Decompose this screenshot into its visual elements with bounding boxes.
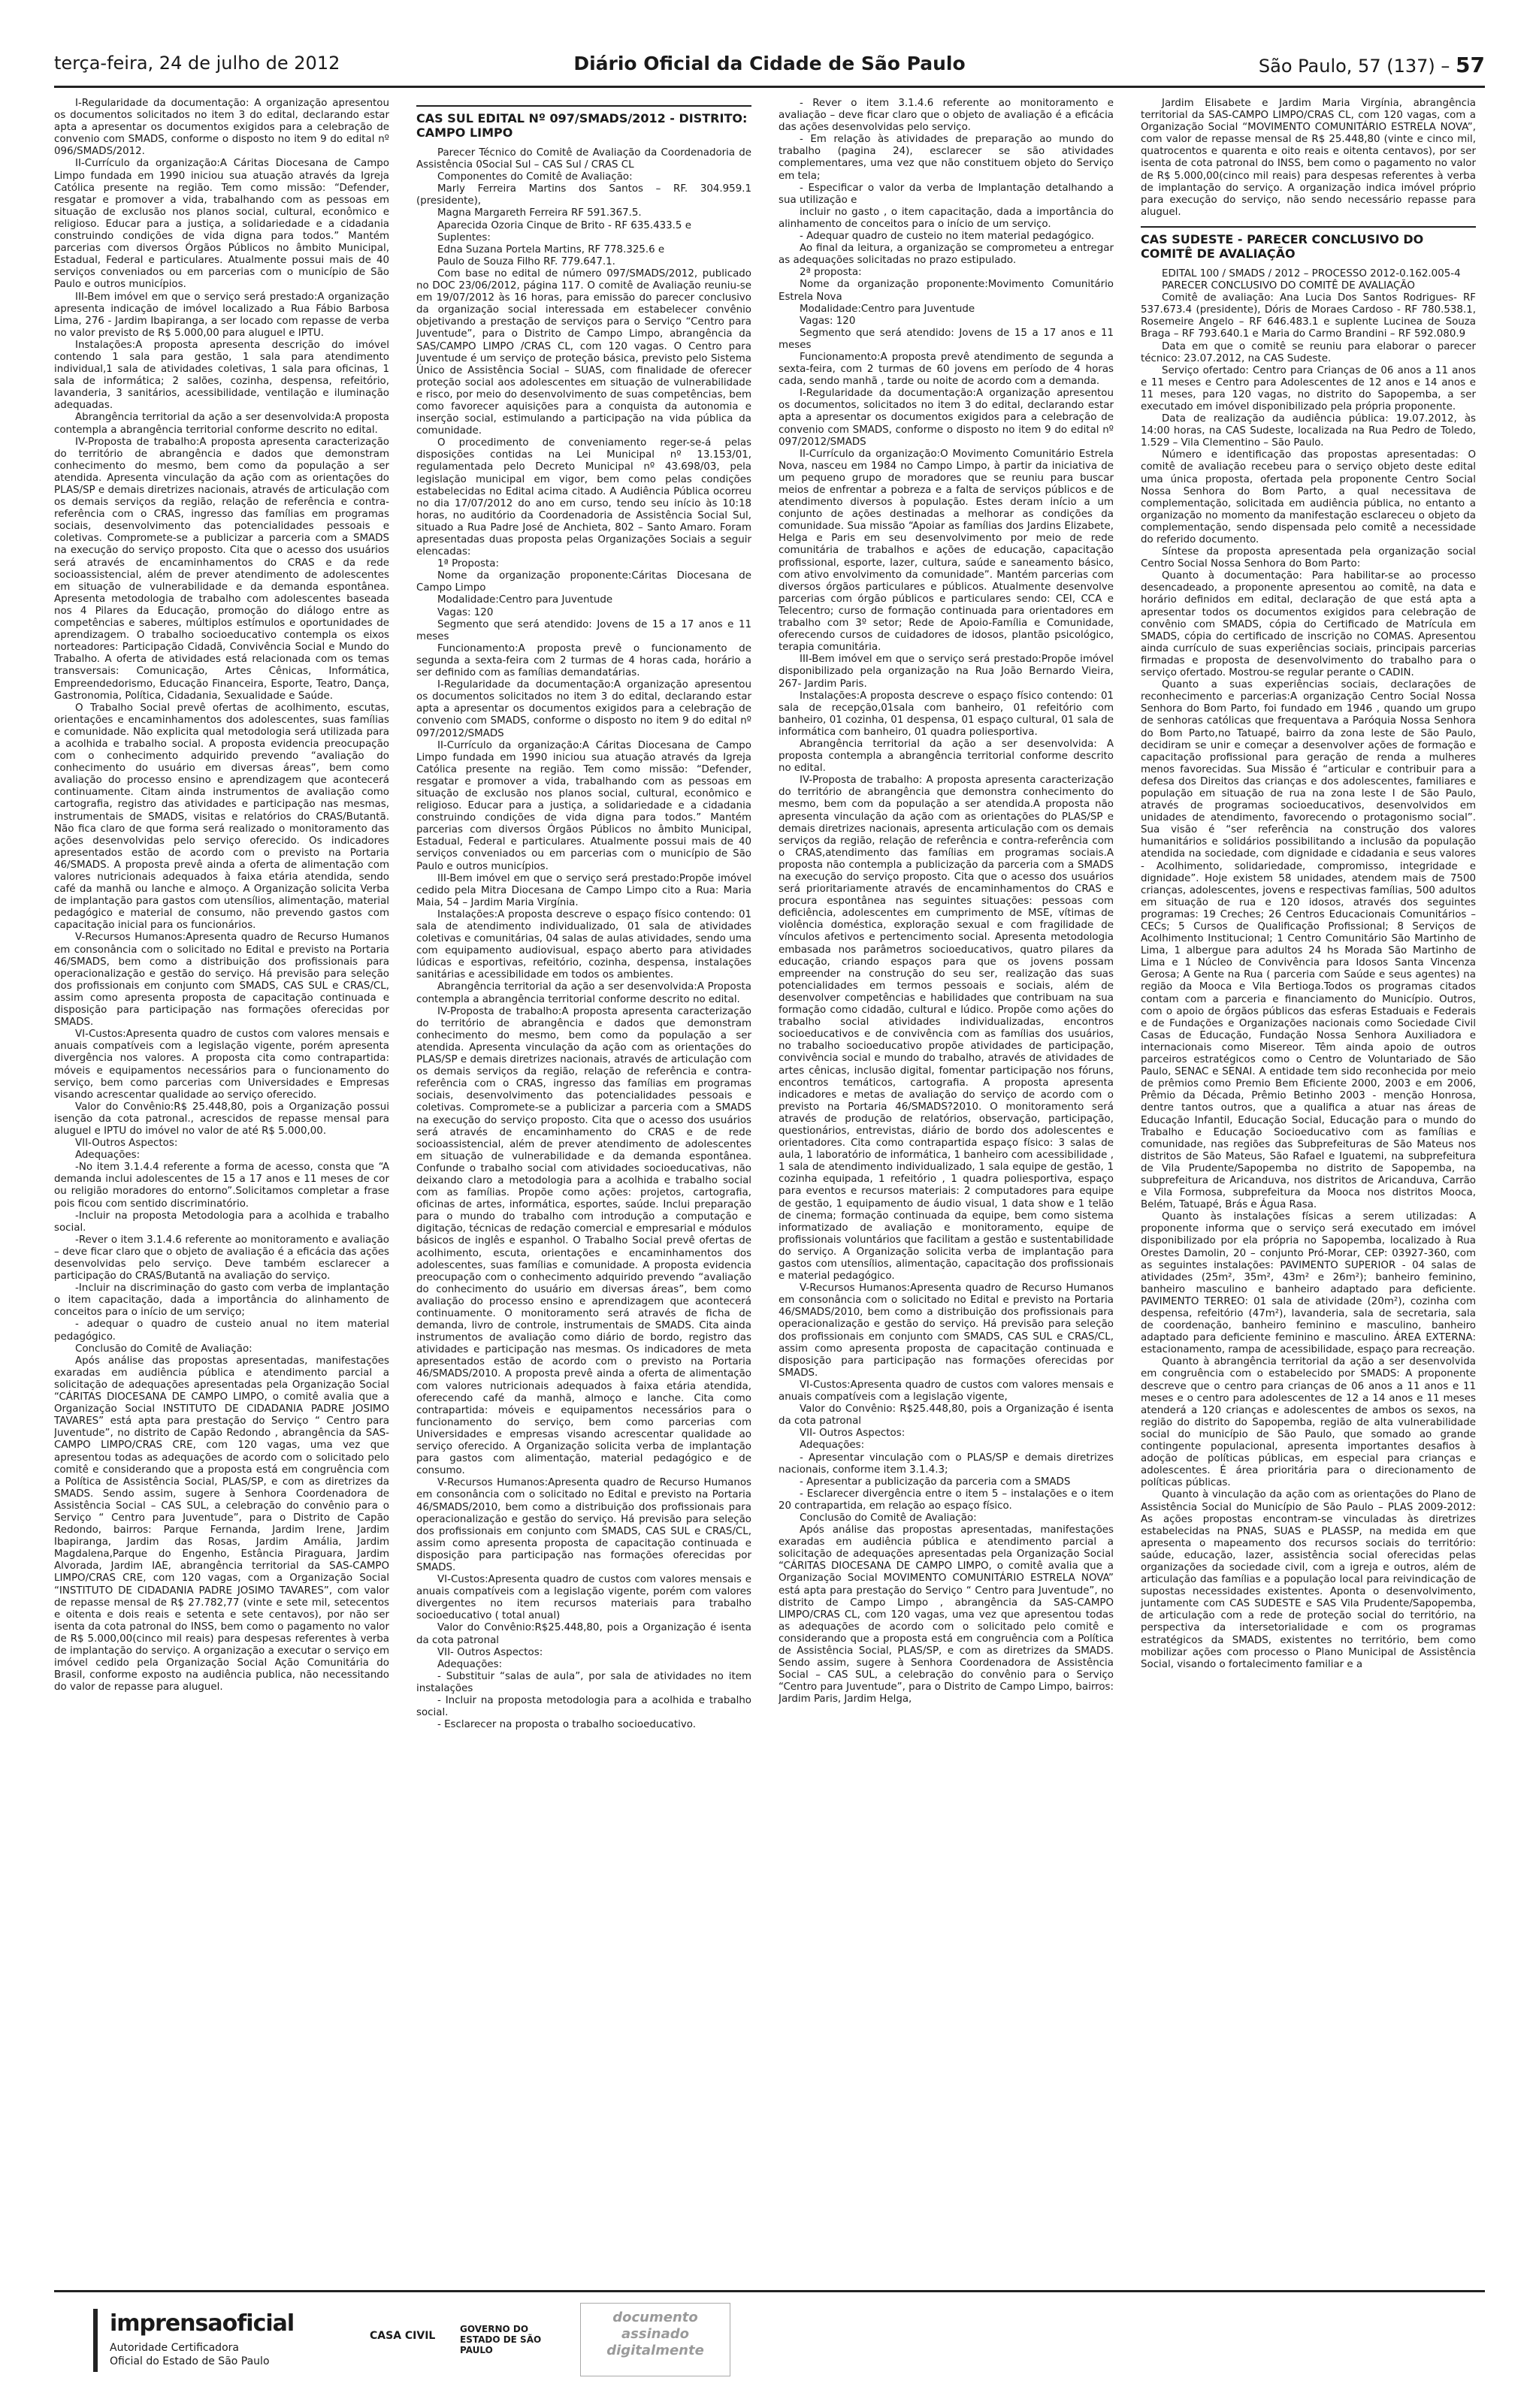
paragraph: Paulo de Souza Filho RF. 779.647.1. (437, 255, 615, 267)
paragraph: -Incluir na discriminação do gasto com verba de implantação o item capacitação, dada a importância do alinhamento de conceitos para o início de um serviço; (54, 1283, 389, 1319)
paragraph: III-Bem imóvel em que o serviço será prestado:Propõe imóvel disponibilizado pela organização na Rua João Bernardo Vieira, 267- Jardim Paris. (779, 654, 1114, 690)
paragraph: Adequações: (437, 1658, 503, 1670)
paragraph: Componentes do Comitê de Avaliação: (437, 171, 633, 183)
paragraph: O procedimento de conveniamento reger-se-á pelas disposições contidas na Lei Municipal nº 13.153/01, regulamentada pelo Decreto Municipal nº 43.698/03, pela legislação municipal em vigor, bem como pelas condições estabelecidas no Edital acima citado. A Audiência Pública ocorreu no dia 17/07/2012 do ano em curso, tendo seu início às 10:18 horas, no auditório da Coordenadoria de Assistência Social Sul, situado a Rua Padre José de Anchieta, 802 – Santo Amaro. Foram apresentadas duas proposta pelas Organizações Sociais a seguir elencadas: (416, 437, 751, 558)
paragraph: - Rever o item 3.1.4.6 referente ao monitoramento e avaliação – deve ficar claro que o objeto de avaliação é a eficácia das ações desenvolvidas pelo serviço. (779, 98, 1114, 134)
paragraph: Após análise das propostas apresentadas, manifestações exaradas em audiência pública e atendimento parcial a solicitação de adequações apresentadas pela Organização Social “CÁRITAS DIOCESANA DE CAMPO LIMPO, o comitê avalia que a Organização Social INSTITUTO DE CIDADANIA PADRE JOSIMO TAVARES” está apta para prestação do Serviço “ Centro para Juventude”, no distrito de Capão Redondo , abrangência da SAS-CAMPO LIMPO/CRAS CRE, com 120 vagas, uma vez que apresentou todas as adequações de acordo com o solicitado pelo comitê e considerando que a proposta está em congruência com a Política de Assistência Social, PLAS/SP, e com as diretrizes da SMADS. Sendo assim, sugere à Senhora Coordenadora de Assistência Social – CAS SUL, a celebração do convênio para o Serviço “ Centro para Juventude”, para o Distrito de Capão Redondo, bairros: Parque Fernanda, Jardim Irene, Jardim Ibapiranga, Jardim das Rosas, Jardim Amália, Jardim Magdalena,Parque do Engenho, Estância Piraguara, Jardim Alvorada, Jardim IAE, abrangência territorial da SAS-CAMPO LIMPO/CRAS CRE, com 120 vagas, com a Organização Social “INSTITUTO DE CIDADANIA PADRE JOSIMO TAVARES”, com valor de repasse mensal de R$ 27.782,77 (vinte e sete mil, setecentos e oitenta e dois reais e setenta e sete centavos), por não ser isenta da cota patronal do INSS, bem como o pagamento no valor de R$ 5.000,00(cinco mil reais) para despesas referentes à verba de implantação do serviço. A organização a executar o serviço em imóvel cedido pela Organização Social Ação Comunitária do Brasil, conforme exposto na audiência publica, não necessitando do valor de repasse para aluguel. (54, 1355, 389, 1693)
paragraph: - Apresentar a publicização da parceria com a SMADS (800, 1476, 1071, 1488)
paragraph: - Adequar quadro de custeio no item material pedagógico. (800, 231, 1095, 243)
paragraph: II-Currículo da organização:O Movimento Comunitário Estrela Nova, nasceu em 1984 no Campo Limpo, à partir da iniciativa de um pequeno grupo de moradores que se reuniu para buscar meios de enfrentar a pobreza e a falta de serviços públicos e de atendimento diversos à população. Estes deram início a um conjunto de ações destinadas a melhorar as condições da comunidade. Sua missão “Apoiar as famílias dos Jardins Elizabete, Helga e Paris em seu desenvolvimento por meio de rede comunitária de trabalhos e ações de educação, capacitação profissional, esporte, lazer, cultura, saúde e saneamento básico, com ativo envolvimento da comunidade”. Mantém parcerias com diversos órgãos particulares e públicos. Atualmente desenvolve parcerias com órgão públicos e particulares sendo: CEI, CCA e Telecentro; curso de formação continuada para orientadores em trabalho com 3º setor; Rede de Apoio-Família e Comunidade, oferecendo cursos de cuidadores de idosos, plantão psicológico, terapia comunitária. (779, 448, 1114, 654)
paragraph: I-Regularidade da documentação: A organização apresentou os documentos solicitados no item 3 do edital, declarando estar apta a apresentar os documentos exigidos para a celebração de convenio com SMADS, conforme o disposto no item 9 do edital nº 096/SMADS/2012. (54, 98, 389, 158)
paragraph: Abrangência territorial da ação a ser desenvolvida:A Proposta contempla a abrangência territorial conforme descrito no edital. (416, 981, 751, 1005)
paragraph: Suplentes: (437, 231, 491, 243)
paragraph: Nome da organização proponente:Movimento Comunitário Estrela Nova (779, 279, 1114, 303)
paragraph: Instalações:A proposta apresenta descrição do imóvel contendo 1 sala para gestão, 1 sala para atendimento individual,1 sala de atividades coletivas, 1 sala para oficinas, 1 sala de informática; 2 salões, cozinha, despensa, refeitório, lavanderia, 3 sanitários, acessibilidade, ventilação e iluminação adequadas. (54, 339, 389, 412)
paragraph: Síntese da proposta apresentada pela organização social Centro Social Nossa Senhora do Bom Parto: (1141, 546, 1476, 570)
paragraph: O Trabalho Social prevê ofertas de acolhimento, escutas, orientações e encaminhamentos dos adolescentes, suas famílias e comunidade. Não explicita qual metodologia será utilizada para a acolhida e trabalho social. A proposta evidencia preocupação com o conhecimento adquirido prevendo “avaliação do conhecimento do usuário em diversas áreas”, bem como avaliação do processo ensino e aprendizagem que acontecerá continuamente. Citam ainda instrumentos de avaliação como cartografia, registro das atividades e participação nas mesmas, instrumentais de SMADS, visitas e relatórios do CRAS/Butantã. Não fica claro de que forma será realizado o monitoramento das ações desenvolvidas pelo serviço oferecido. Os indicadores apresentados estão de acordo com o previsto na Portaria 46/SMADS. A proposta prevê ainda a oferta de alimentação com valores nutricionais adequados à faixa etária atendida, sendo café da manhã ou lanche e almoço. A Organização solicita Verba de implantação para gastos com utensílios, alimentação, material pedagógico e material de consumo, não prevendo gastos com capacitação inicial para os funcionários. (54, 702, 389, 932)
paragraph: Após análise das propostas apresentadas, manifestações exaradas em audiência pública e atendimento parcial a solicitação de adequações apresentadas pela Organização Social “CÁRITAS DIOCESANA DE CAMPO LIMPO, o comitê avalia que a Organização Social MOVIMENTO COMUNITÁRIO ESTRELA NOVA” está apta para prestação do Serviço “ Centro para Juventude”, no distrito de Campo Limpo , abrangência da SAS-CAMPO LIMPO/CRAS CL, com 120 vagas, uma vez que apresentou todas as adequações de acordo com o solicitado pelo comitê e considerando que a proposta está em congruência com a Política de Assistência Social, PLAS/SP, e com as diretrizes da SMADS. Sendo assim, sugere à Senhora Coordenadora de Assistência Social – CAS SUL, a celebração do convênio para o Serviço “Centro para Juventude”, para o Distrito de Campo Limpo, bairros: Jardim Paris, Jardim Helga, (779, 1524, 1114, 1706)
paragraph: Marly Ferreira Martins dos Santos – RF. 304.959.1 (presidente), (416, 183, 751, 207)
paragraph: PARECER CONCLUSIVO DO COMITÊ DE AVALIAÇÃO (1162, 280, 1415, 292)
section-heading: CAS SUL EDITAL Nº 097/SMADS/2012 - DISTRITO: CAMPO LIMPO (416, 111, 748, 140)
paragraph: - Apresentar vinculação com o PLAS/SP e demais diretrizes nacionais, conforme item 3.1.4.3; (779, 1452, 1114, 1476)
paragraph: VI-Custos:Apresenta quadro de custos com valores mensais e anuais compatíveis com a legislação vigente, porém apresenta divergência nos valores. A proposta cita como contrapartida: móveis e equipamentos necessários para o funcionamento do serviço, bem como parcerias com Universidades e Empresas visando acrescentar qualidade ao serviço oferecido. (54, 1029, 389, 1101)
column-4 (1141, 98, 1476, 2280)
paragraph: Conclusão do Comitê de Avaliação: (75, 1343, 252, 1355)
paragraph: Data em que o comitê se reuniu para elaborar o parecer técnico: 23.07.2012, na CAS Sudeste. (1141, 340, 1476, 364)
paragraph: - Substituir “salas de aula”, por sala de atividades no item instalações (416, 1670, 751, 1694)
paragraph: Quanto à documentação: Para habilitar-se ao processo desencadeado, a proponente apresentou ao comitê, na data e horário definidos em edital, declaração de que está apta a apresentar todos os documentos exigidos para celebração de convênio com SMADS, cópia do Certificado de Matrícula em SMADS, cópia do certificado de inscrição no COMAS. Apresentou ainda currículo de suas experiências sociais, principais parcerias firmadas e proposta de desenvolvimento do trabalho para o serviço ofertado. Mostrou-se regular perante o CADIN. (1141, 570, 1476, 679)
paragraph: Modalidade:Centro para Juventude (800, 303, 975, 315)
digital-signature-stamp: documento assinado digitalmente (580, 2303, 730, 2376)
paragraph: Funcionamento:A proposta prevê o funcionamento de segunda a sexta-feira com 2 turmas de 4 horas cada, horário a ser definido com as famílias demandatárias. (416, 642, 751, 679)
paragraph: I-Regularidade da documentação:A organização apresentou os documentos solicitados no item 3 do edital, declarando estar apta a apresentar os documentos exigidos para a celebração de convenio com SMADS, conforme o disposto no item 9 do edital nº 097/2012/SMADS (416, 679, 751, 739)
paragraph: V-Recursos Humanos:Apresenta quadro de Recurso Humanos em consonância com o solicitado no Edital e previsto na Portaria 46/SMADS/2010, bem como a distribuição dos profissionais para operacionalização e gestão do serviço. Há previsão para seleção dos profissionais em conjunto com SMADS, CAS SUL e CRAS/CL, assim como apresenta proposta de capacitação continuada e disposição para participação nas formações oferecidas por SMADS. (779, 1283, 1114, 1379)
paragraph: Quanto à abrangência territorial da ação a ser desenvolvida em congruência com o estabelecido por SMADS: A proponente descreve que o centro para crianças de 06 anos a 11 anos e 11 meses e o centro para adolescentes de 12 a 14 anos e 11 meses atenderá a 120 crianças e adolescentes de ambos os sexos, na região do distrito do Sapopemba, região de alta vulnerabilidade social do município de São Paulo, que somado ao grande contingente populacional, apresenta importantes desafios à adoção de políticas públicas, em especial para crianças e adolescentes. É área prioritária para o direcionamento de políticas públicas. (1141, 1356, 1476, 1489)
paragraph: Adequações: (75, 1150, 141, 1162)
paragraph: -Rever o item 3.1.4.6 referente ao monitoramento e avaliação – deve ficar claro que o objeto de avaliação é a eficácia das ações desenvolvidas pelo serviço. Deve também esclarecer a participação do CRAS/Butantã na avaliação do serviço. (54, 1234, 389, 1283)
paragraph: - Em relação às atividades de preparação ao mundo do trabalho (pagina 24), esclarecer se são atividades complementares, uma vez que não constituem objeto do Serviço em tela; (779, 134, 1114, 182)
paragraph: Magna Margareth Ferreira RF 591.367.5. (437, 207, 642, 219)
column-1 (54, 98, 389, 2280)
paragraph: Valor do Convênio: R$25.448,80, pois a Organização é isenta da cota patronal (779, 1403, 1114, 1428)
casa-civil-label: CASA CIVIL (370, 2330, 436, 2342)
paragraph: -Incluir na proposta Metodologia para a acolhida e trabalho social. (54, 1210, 389, 1234)
paragraph: II-Currículo da organização:A Cáritas Diocesana de Campo Limpo fundada em 1990 iniciou sua atuação através da Igreja Católica presente na região. Tem como missão: “Defender, resgatar e promover a vida, trabalhando com as pessoas em situação de exclusão nos planos social, cultural, econômico e religioso. Educar para a justiça, a solidariedade e a cidadania construindo condições de vida digna para todos.” Mantém parcerias com diversos Órgãos Públicos no âmbito Municipal, Estadual, Federal e particulares. Atualmente possui mais de 40 serviços conveniados ou em parcerias com o município de São Paulo e outros municípios. (416, 739, 751, 872)
paragraph: Funcionamento:A proposta prevê atendimento de segunda a sexta-feira, com 2 turmas de 60 jovens em período de 4 horas cada, sendo manhã , tarde ou noite de acordo com a demanda. (779, 351, 1114, 388)
paragraph: Segmento que será atendido: Jovens de 15 a 17 anos e 11 meses (416, 618, 751, 642)
paragraph: Vagas: 120 (800, 315, 856, 327)
paragraph: Edna Suzana Portela Martins, RF 778.325.6 e (437, 243, 665, 255)
governo-label: GOVERNO DO ESTADO DE SÃO PAULO (460, 2324, 542, 2355)
brand-subtitle-1: Autoridade Certificadora (110, 2342, 239, 2354)
paragraph: II-Currículo da organização:A Cáritas Diocesana de Campo Limpo fundada em 1990 iniciou sua atuação através da Igreja Católica presente na região. Tem como missão: “Defender, resgatar e promover a vida, trabalhando com as pessoas em situação de exclusão nos planos social, cultural, econômico e religioso. Educar para a justiça, a solidariedade e a cidadania construindo condições de vida digna para todos.” Mantém parcerias com diversos Órgãos Públicos no âmbito Municipal, Estadual, Federal e particulares. Atualmente possui mais de 40 serviços conveniados ou em parcerias com o município de São Paulo e outros municípios. (54, 158, 389, 291)
paragraph: Quanto a suas experiências sociais, declarações de reconhecimento e parcerias:A organização Centro Social Nossa Senhora do Bom Parto, foi fundado em 1946 , quando um grupo de senhoras católicas que frequentava a Paróquia Nossa Senhora do Bom Parto,no Tatuapé, bairro da zona leste de São Paulo, decidiram se unir e começar a desenvolver ações de formação e capacitação profissional para geração de renda a mulheres menos favorecidas. Sua Missão é “articular e contribuir para a defesa dos Direitos das crianças e dos adolescentes, familiares e população em situação de rua na zona leste I de São Paulo, através de programas socioeducativos, desenvolvidos em unidades de atendimento, favorecendo o protagonismo social”. Sua visão é “ser referência na construção dos valores humanitários e solidários possibilitando a inclusão da população atendida na sociedade, com dignidade e cidadania e seus valores - Acolhimento, solidariedade, compromisso, integridade e dignidade”. Hoje existem 58 unidades, atendem mais de 7500 crianças, adolescentes, jovens e respectivas famílias, 500 adultos em situação de rua e 120 idosos, através dos seguintes programas: 19 Creches; 26 Centros Educacionais Comunitários – CECs; 5 Cursos de Qualificação Profissional; 8 Serviços de Acolhimento Institucional; 1 Centro Comunitário São Martinho de Lima, 1 albergue para adultos 24 hs Morada São Martinho de Lima e 1 Núcleo de Convivência para Idosos Santa Vincenza Gerosa; A Gente na Rua ( parceria com Saúde e seus agentes) na região da Mooca e Vila Bertioga.Todos os programas citados contam com a parceria e financiamento do Município. Outros, com o apoio de órgãos públicos das esferas Estaduais e Federais e de Fundações e Organizações nacionais como Sociedade Civil Casas de Educação, Fundação Nossa Senhora Auxiliadora e internacionais como Misereor. Têm ainda apoio de outros parceiros estratégicos como o Centro de Voluntariado de São Paulo, SENAC e SENAI. A entidade tem sido reconhecida por meio de prêmios como Premio Bem Eficiente 2000, 2003 e em 2006, Prêmio da Década, Prêmio Betinho 2003 - menção Honrosa, dentre tantos outros, que a qualifica a atuar nas áreas de Educação Infantil, Educação Social, Educação para o mundo do Trabalho e Educação Socioeducativo com as famílias e comunidade, nas regiões das Subprefeituras de São Mateus nos distritos de São Mateus, São Rafael e Iguatemi, na subprefeitura de Vila Prudente/Sapopemba no distrito de Sapopemba, na subprefeitura de Aricanduva, nos distritos de Aricanduva, Carrão e Vila Formosa, subprefeitura da Mooca nos distritos Mooca, Belém, Tatuapé, Brás e Água Rasa. (1141, 679, 1476, 1211)
section-heading: CAS SUDESTE - PARECER CONCLUSIVO DO COMITÊ DE AVALIAÇÃO (1141, 231, 1424, 261)
paragraph: 2ª proposta: (800, 267, 862, 279)
paragraph: IV-Proposta de trabalho: A proposta apresenta caracterização do território de abrangência que demonstra conhecimento do mesmo, bem com da população a ser atendida.A proposta não apresenta vinculação da ação com as orientações do PLAS/SP e demais diretrizes nacionais, apresenta articulação com os demais serviços da região, relação de referência e contra-referência com o CRAS,atendimento das famílias em programas sociais.A proposta não contempla a publicização da parceria com a SMADS na execução do serviço proposto. Cita que o acesso dos usuários será prioritariamente através de encaminhamentos do CRAS e procura espontânea nas seguintes situações: pessoas com deficiência, adolescentes em cumprimento de MSE, vítimas de violência doméstica, exploração sexual e com fragilidade de vínculos afetivos e pertencimento social. Apresenta metodologia embasada nos parâmetros socioeducativos, quatro pilares da educação, criando espaços para que os jovens possam empreender na construção do seu ser, realização das suas potencialidades em termos pessoais e sociais, além de desenvolver competências e habilidades que contribuam na sua formação como cidadão, cultural e lúdico. Propõe como ações do trabalho social atividades individualizadas, encontros socioeducativos e de convivência com as famílias dos usuários, no trabalho socioeducativo propõe atividades de participação, convivência social e mundo do trabalho, através de atividades de artes cênicas, inclusão digital, fomentar participação nos fóruns, encontros temáticos, cartografia. A proposta apresenta indicadores e metas de avaliação do serviço de acordo com o previsto na Portaria 46/SMADS?2010. O monitoramento será através de produção de relatórios, observação, participação, questionários, entrevistas, diário de bordo dos adolescentes e orientadores. Cita como contrapartida espaço físico: 3 salas de aula, 1 laboratório de informática, 1 banheiro com acessibilidade , 1 sala de atendimento individualizado, 1 sala equipe de gestão, 1 cozinha equipada, 1 refeitório , 1 quadra poliesportiva, espaço para eventos e recursos materiais: 2 computadores para equipe de gestão, 1 equipamento de áudio visual, 1 data show e 1 telão de cinema; formação continuada da equipe, bem como sistema informatizado de avaliação e monitoramento, equipe de profissionais voluntários que facilitam a gestão e sustentabilidade do serviço. A Organização solicita verba de implantação para gastos com utensílios, alimentação, capacitação dos profissionais e material pedagógico. (779, 775, 1114, 1283)
paragraph: IV-Proposta de trabalho:A proposta apresenta caracterização do território de abrangência e dados que demonstram conhecimento do mesmo, bem como da população a ser atendida. Apresenta vinculação da ação com as orientações do PLAS/SP e demais diretrizes nacionais, através de articulação com os demais serviços da região, relação de referência e contra-referência com o CRAS, ingresso das famílias em programas sociais, desenvolvimento das potencialidades pessoais e coletivas. Compromete-se a publicizar a parceria com a SMADS na execução do serviço proposto. Cita que o acesso dos usuários será através de encaminhamentos do CRAS e da rede socioassistencial, além de prever atendimento de adolescentes em situação de vulnerabilidade e da demanda espontânea. Apresenta metodologia de trabalho com adolescentes baseada nos 4 Pilares da Educação, promoção do diálogo entre as competências e saberes, múltiplos estímulos e oportunidades de aprendizagem. O trabalho socioeducativo contempla os eixos norteadores: Participação Cidadã, Convivência Social e Mundo do Trabalho. A oferta de atividades está relacionada com os temas transversais: Comunicação, Artes Cênicas, Informática, Empreendedorismo, Educação Financeira, Esporte, Teatro, Dança, Gastronomia, Política, Cidadania, Sexualidade e Saúde. (54, 436, 389, 702)
paragraph: III-Bem imóvel em que o serviço será prestado:A organização apresenta indicação de imóvel localizado a Rua Fábio Barbosa Lima, 276 - Jardim Ibapiranga, a ser locado com repasse de verba no valor previsto de R$ 5.000,00 para aluguel e IPTU. (54, 291, 389, 339)
paragraph: Abrangência territorial da ação a ser desenvolvida: A proposta contempla a abrangência territorial conforme descrito no edital. (779, 738, 1114, 775)
article-columns (54, 98, 1485, 2280)
paragraph: Com base no edital de número 097/SMADS/2012, publicado no DOC 23/06/2012, página 117. O comitê de Avaliação reuniu-se em 19/07/2012 às 16 horas, para emissão do parecer conclusivo da organização social interessada em estabelecer convênio objetivando a prestação de serviços para o Serviço “Centro para Juventude”, para o Distrito de Campo Limpo, abrangência da SAS/CAMPO LIMPO /CRAS CL, com 120 vagas. O Centro para Juventude é um serviço de proteção básica, previsto pelo Sistema Único de Assistência Social – SUAS, com finalidade de oferecer proteção social aos adolescentes em situação de vulnerabilidade e risco, por meio do desenvolvimento de suas competências, bem como favorecer aquisições para a conquista da autonomia e inserção social, estimulando a participação na vida pública da comunidade. (416, 267, 751, 437)
page-header (54, 53, 1485, 88)
paragraph: Valor do Convênio:R$25.448,80, pois a Organização é isenta da cota patronal (416, 1622, 751, 1646)
section-rule (1141, 226, 1476, 228)
imprensa-oficial-logo (93, 2309, 323, 2372)
paragraph: Aparecida Ozoria Cinque de Brito - RF 635.433.5 e (437, 219, 691, 231)
paragraph: 1ª Proposta: (437, 558, 499, 570)
paragraph: Instalações:A proposta descreve o espaço físico contendo: 01 sala de recepção,01sala com banheiro, 01 refeitório com banheiro, 01 cozinha, 01 despensa, 01 espaço cultural, 01 sala de informática com banheiro, 01 quadra poliesportiva. (779, 690, 1114, 738)
paragraph: VI-Custos:Apresenta quadro de custos com valores mensais e anuais compatíveis com a legislação vigente, (779, 1379, 1114, 1403)
paragraph: Valor do Convênio:R$ 25.448,80, pois a Organização possui isenção da cota patronal., acrescidos de repasse mensal para aluguel e IPTU do imóvel no valor de até R$ 5.000,00. (54, 1101, 389, 1137)
paragraph: Conclusão do Comitê de Avaliação: (800, 1512, 977, 1524)
section-rule (416, 105, 751, 107)
paragraph: incluir no gasto , o item capacitação, dada a importância do alinhamento de conceitos para o início de um serviço. (779, 206, 1114, 230)
header-title: Diário Oficial da Cidade de São Paulo (573, 53, 966, 74)
paragraph: Nome da organização proponente:Cáritas Diocesana de Campo Limpo (416, 570, 751, 594)
paragraph: -No item 3.1.4.4 referente a forma de acesso, consta que “A demanda inclui adolescentes de 15 a 17 anos e 11 meses de cor ou religião moradores do entorno”.Solicitamos completar a frase pois ficou com sentido discriminatório. (54, 1162, 389, 1210)
page-footer (54, 2290, 1485, 2390)
paragraph: Quanto às instalações físicas a serem utilizadas: A proponente informa que o serviço será executado em imóvel disponibilizado por ela própria no Sapopemba, localizado à Rua Orestes Damolin, 20 – conjunto Pró-Morar, CEP: 03927-360, com as seguintes instalações: PAVIMENTO SUPERIOR - 04 salas de atividades (25m², 35m², 43m² e 26m²); banheiro feminino, banheiro masculino e banheiro adaptado para deficiente. PAVIMENTO TERREO: 01 sala de atividade (20m²), cozinha com despensa, refeitório (47m²), lavanderia, sala de secretaria, sala de coordenação, banheiro feminino e masculino, banheiro adaptado para deficiente feminino e masculino. ÁREA EXTERNA: estacionamento, rampa de acessibilidade, espaço para recreação. (1141, 1211, 1476, 1356)
paragraph: IV-Proposta de trabalho:A proposta apresenta caracterização do território de abrangência e dados que demonstram conhecimento do mesmo, bem como da população a ser atendida. Apresenta vinculação da ação com as orientações do PLAS/SP e demais diretrizes nacionais, através de articulação com os demais serviços da região, relação de referência e contra-referência com o CRAS, ingresso das famílias em programas sociais, desenvolvimento das potencialidades pessoais e coletivas. Compromete-se a publicizar a parceria com a SMADS na execução do serviço proposto. Cita que o acesso dos usuários será através de encaminhamento do CRAS e de rede socioassistencial, além de prever atendimento de adolescentes em situação de vulnerabilidade e da demanda espontânea. Confunde o trabalho social com atividades socioeducativas, não deixando claro a metodologia para a acolhida e trabalho social com as famílias. Propõe como ações: projetos, cartografia, oficinas de artes, informática, esportes, saúde. Inclui preparação para o mundo do trabalho com introdução a computação e digitação, técnicas de redação comercial e empresarial e módulos básicos de inglês e espanhol. O Trabalho Social prevê ofertas de acolhimento, escuta, orientações e encaminhamentos dos adolescentes, suas famílias e comunidade. A proposta evidencia preocupação com o conhecimento adquirido prevendo “avaliação do conhecimento do usuário em diversas áreas”, bem como avaliação do processo ensino e aprendizagem que acontecerá continuamente. O monitoramento será através de ficha de demanda, livro de controle, instrumentais de SMADS. Cita ainda instrumentos de avaliação como diário de bordo, registro das atividades e participação nas mesmas. Os indicadores de meta apresentados estão de acordo com o previsto na Portaria 46/SMADS/2010. A proposta prevê ainda a oferta de alimentação com valores nutricionais adequados à faixa etária atendida, oferecendo café da manhã, almoço e lanche. Cita como contrapartida: móveis e equipamentos necessários para o funcionamento do serviço, bem como parcerias com Universidades e empresas visando acrescentar qualidade ao serviço oferecido. A Organização solicita verba de implantação para gastos com alimentação, material pedagógico e de consumo. (416, 1005, 751, 1477)
brand-text: imprensaoficial (110, 2310, 295, 2337)
paragraph: Parecer Técnico do Comitê de Avaliação da Coordenadoria de Assistência 0Social Sul – CAS Sul / CRAS CL (416, 147, 751, 171)
paragraph: Segmento que será atendido: Jovens de 15 a 17 anos e 11 meses (779, 327, 1114, 351)
paragraph: Comitê de avaliação: Ana Lucia Dos Santos Rodrigues- RF 537.673.4 (presidente), Dóris de Moraes Cardoso - RF 780.538.1, Rosemeire Angelo – RF 646.483.1 e suplente Lucinea de Souza Braga – RF 793.640.1 e Maria do Carmo Brandini – RF 592.080.9 (1141, 292, 1476, 340)
brand-subtitle-2: Oficial do Estado de São Paulo (110, 2355, 270, 2367)
header-edition: São Paulo, 57 (137) – 57 (1258, 53, 1485, 77)
paragraph: Número e identificação das propostas apresentadas: O comitê de avaliação recebeu para o serviço objeto deste edital uma única proposta, ofertada pela proponente Centro Social Nossa Senhora do Bom Parto, a qual necessitava de complementação, solicitada em audiência pública, no entanto a organização no momento da manifestação esclareceu o objeto da complementação, sendo dispensada pelo comitê a necessidade do referido documento. (1141, 449, 1476, 545)
paragraph: - Esclarecer na proposta o trabalho socioeducativo. (437, 1719, 696, 1731)
paragraph: Quanto à vinculação da ação com as orientações do Plano de Assistência Social do Município de São Paulo – PLAS 2009-2012: As ações propostas encontram-se vinculadas às diretrizes estabelecidas na PNAS, SUAS e PLASSP, na medida em que apresenta o mapeamento dos recursos sociais do território: saúde, educação, lazer, assistência social oferecidas pelas organizações da sociedade civil, com a igreja e outros, além de articulação das famílias e a população local para reivindicação de supostas necessidades existentes. Aponta o desenvolvimento, juntamente com CAS SUDESTE e SAS Vila Prudente/Sapopemba, de articulação com a rede de proteção social do território, na perspectiva da intersetorialidade e com os programas estratégicos da SMADS, existentes no território, bem como mobilizar ações com processo o Plano Municipal de Assistência Social, visando o fortalecimento familiar e a (1141, 1489, 1476, 1670)
paragraph: Data de realização da audiência pública: 19.07.2012, às 14:00 horas, na CAS Sudeste, localizada na Rua Pedro de Toledo, 1.529 – Vila Clementino – São Paulo. (1141, 413, 1476, 449)
paragraph: - Incluir na proposta metodologia para a acolhida e trabalho social. (416, 1695, 751, 1719)
paragraph: V-Recursos Humanos:Apresenta quadro de Recurso Humanos em consonância com o solicitado no Edital e previsto na Portaria 46/SMADS/2010, bem como a distribuição dos profissionais para operacionalização e gestão do serviço. Há previsão para seleção dos profissionais em conjunto com SMADS, CAS SUL e CRAS/CL, assim como apresenta proposta de capacitação continuada e disposição para participação nas formações oferecidas por SMADS. (416, 1477, 751, 1573)
paragraph: Serviço ofertado: Centro para Crianças de 06 anos a 11 anos e 11 meses e Centro para Adolescentes de 12 anos e 14 anos e 11 meses, para 120 vagas, no distrito do Sapopemba, a ser executado em imóvel disponibilizado pela própria proponente. (1141, 364, 1476, 412)
paragraph: Jardim Elisabete e Jardim Maria Virgínia, abrangência territorial da SAS-CAMPO LIMPO/CRAS CL, com 120 vagas, com a Organização Social “MOVIMENTO COMUNITÁRIO ESTRELA NOVA”, com valor de repasse mensal de R$ 25.448,80 (vinte e cinco mil, quatrocentos e quarenta e oito reais e oitenta centavos), por ser isenta de cota patronal do INSS, bem como o pagamento no valor de R$ 5.000,00(cinco mil reais) para despesas referentes à verba de implantação do serviço. A organização indica imóvel próprio para execução do serviço, não sendo necessário repasse para aluguel. (1141, 98, 1476, 218)
paragraph: V-Recursos Humanos:Apresenta quadro de Recurso Humanos em consonância com o solicitado no Edital e previsto na Portaria 46/SMADS, bem como a distribuição dos profissionais para operacionalização e gestão do serviço. Há previsão para seleção dos profissionais em conjunto com SMADS, CAS SUL e CRAS/CL, assim como apresenta proposta de capacitação continuada e disposição para participação nas formações oferecidas por SMADS. (54, 932, 389, 1029)
paragraph: I-Regularidade da documentação:A organização apresentou os documentos, solicitados no item 3 do edital, declarando estar apta a apresentar os documentos exigidos para a celebração de convenio com SMADS, conforme o disposto no item 9 do edital nº 097/2012/SMADS (779, 388, 1114, 448)
paragraph: VI-Custos:Apresenta quadro de custos com valores mensais e anuais compatíveis com a legislação vigente, porém com valores divergentes no item recursos materiais para trabalho socioeducativo ( total anual) (416, 1574, 751, 1622)
paragraph: VII- Outros Aspectos: (800, 1428, 906, 1440)
paragraph: VII-Outros Aspectos: (75, 1138, 178, 1150)
column-2 (416, 98, 751, 2280)
paragraph: - Esclarecer divergência entre o item 5 – instalações e o item 20 contrapartida, em relação ao espaço físico. (779, 1488, 1114, 1512)
paragraph: Instalações:A proposta descreve o espaço físico contendo: 01 sala de atendimento individualizado, 01 sala de atividades coletivas e comunitárias, 04 salas de aulas atividades, sendo uma com equipamento audiovisual, espaço aberto para atividades lúdicas e esportivas, refeitório, cozinha, despensa, instalações sanitárias e acessibilidade em todos os ambientes. (416, 908, 751, 981)
paragraph: Abrangência territorial da ação a ser desenvolvida:A proposta contempla a abrangência territorial conforme descrito no edital. (54, 412, 389, 436)
paragraph: - Especificar o valor da verba de Implantação detalhando a sua utilização e (779, 182, 1114, 206)
paragraph: VII- Outros Aspectos: (437, 1646, 543, 1658)
paragraph: EDITAL 100 / SMADS / 2012 – PROCESSO 2012-0.162.005-4 (1162, 267, 1461, 279)
paragraph: Vagas: 120 (437, 606, 494, 618)
header-date: terça-feira, 24 de julho de 2012 (54, 53, 340, 74)
column-3 (779, 98, 1114, 2280)
paragraph: Ao final da leitura, a organização se comprometeu a entregar as adequações solicitadas no prazo estipulado. (779, 243, 1114, 267)
paragraph: III-Bem imóvel em que o serviço será prestado:Propõe imóvel cedido pela Mitra Diocesana de Campo Limpo cito a Rua: Maria Maia, 54 – Jardim Maria Virgínia. (416, 872, 751, 908)
paragraph: - adequar o quadro de custeio anual no item material pedagógico. (54, 1319, 389, 1343)
paragraph: Adequações: (800, 1440, 865, 1452)
paragraph: Modalidade:Centro para Juventude (437, 594, 613, 606)
